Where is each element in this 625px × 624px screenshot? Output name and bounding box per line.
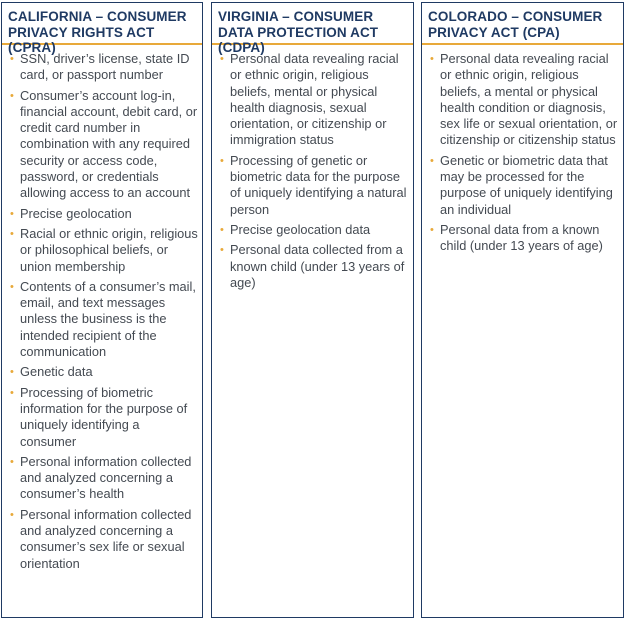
sensitive-data-list — [422, 51, 623, 259]
list-item-text: Genetic or biometric data that may be processed for the purpose of uniquely identifying an individual — [440, 152, 613, 217]
list-item-text: Processing of biometric information for the purpose of uniquely identifying a consumer — [20, 384, 188, 449]
bullet-icon: • — [220, 244, 224, 257]
list-item — [10, 364, 198, 380]
list-item — [10, 385, 198, 450]
list-item-text: Personal information collected and analyzed concerning a consumer’s health — [20, 453, 192, 502]
bullet-icon: • — [220, 154, 224, 167]
list-item-text: Racial or ethnic origin, religious or philosophical beliefs, or union membership — [20, 225, 198, 274]
bullet-icon: • — [10, 89, 14, 102]
column-title: CALIFORNIA – CONSUMER PRIVACY RIGHTS ACT (CPRA) — [2, 3, 202, 45]
bullet-icon: • — [10, 227, 14, 240]
list-item-text: Personal data revealing racial or ethnic origin, religious beliefs, mental or physical health diagnosis, sexual orientation, or citizenship or immigration status — [230, 51, 399, 148]
bullet-icon: • — [220, 53, 224, 65]
bullet-icon: • — [10, 53, 14, 65]
bullet-icon: • — [220, 223, 224, 236]
list-item-text: Precise geolocation data — [230, 221, 371, 237]
sensitive-data-list — [2, 51, 202, 576]
list-item-text: Contents of a consumer’s mail, email, and text messages unless the business is the intended recipient of the communication — [20, 278, 196, 360]
list-item-text: Genetic data — [20, 364, 93, 380]
bullet-icon: • — [10, 386, 14, 399]
column-california — [1, 2, 203, 618]
bullet-icon: • — [10, 508, 14, 521]
list-item — [10, 507, 198, 572]
list-item — [430, 222, 619, 255]
list-item — [10, 88, 198, 202]
column-title: VIRGINIA – CONSUMER DATA PROTECTION ACT (CDPA) — [212, 3, 413, 45]
list-item — [10, 226, 198, 275]
bullet-icon: • — [10, 455, 14, 468]
list-item — [10, 279, 198, 360]
bullet-icon: • — [10, 280, 14, 293]
list-item-text: Precise geolocation — [20, 205, 132, 221]
list-item-text: Processing of genetic or biometric data for the purpose of uniquely identifying a natural person — [230, 152, 407, 217]
bullet-icon: • — [10, 366, 14, 379]
list-item — [220, 153, 409, 218]
bullet-icon: • — [10, 207, 14, 220]
column-title: COLORADO – CONSUMER PRIVACY ACT (CPA) — [422, 3, 623, 45]
list-item — [10, 51, 198, 84]
list-item — [10, 454, 198, 503]
list-item — [220, 222, 409, 238]
list-item — [220, 242, 409, 291]
list-item — [10, 206, 198, 222]
list-item — [220, 51, 409, 149]
sensitive-data-list — [212, 51, 413, 295]
bullet-icon: • — [430, 154, 434, 167]
bullet-icon: • — [430, 223, 434, 236]
column-virginia — [211, 2, 414, 618]
list-item-text: Personal data from a known child (under 13 years of age) — [440, 221, 603, 254]
list-item-text: Personal data collected from a known child (under 13 years of age) — [230, 242, 405, 290]
list-item-text: Consumer’s account log-in, financial account, debit card, or credit card number in combination with any required security or access code, password, or credentials allowing access to an account — [20, 87, 198, 201]
list-item — [430, 153, 619, 218]
column-colorado — [421, 2, 624, 618]
list-item-text: SSN, driver’s license, state ID card, or passport number — [20, 51, 190, 83]
list-item — [430, 51, 619, 149]
list-item-text: Personal information collected and analyzed concerning a consumer’s sex life or sexual orientation — [20, 506, 192, 571]
list-item-text: Personal data revealing racial or ethnic origin, religious beliefs, a mental or physical health condition or diagnosis, sex life or sexual orientation, or citizenship or citizenship status — [440, 51, 618, 148]
bullet-icon: • — [430, 53, 434, 65]
